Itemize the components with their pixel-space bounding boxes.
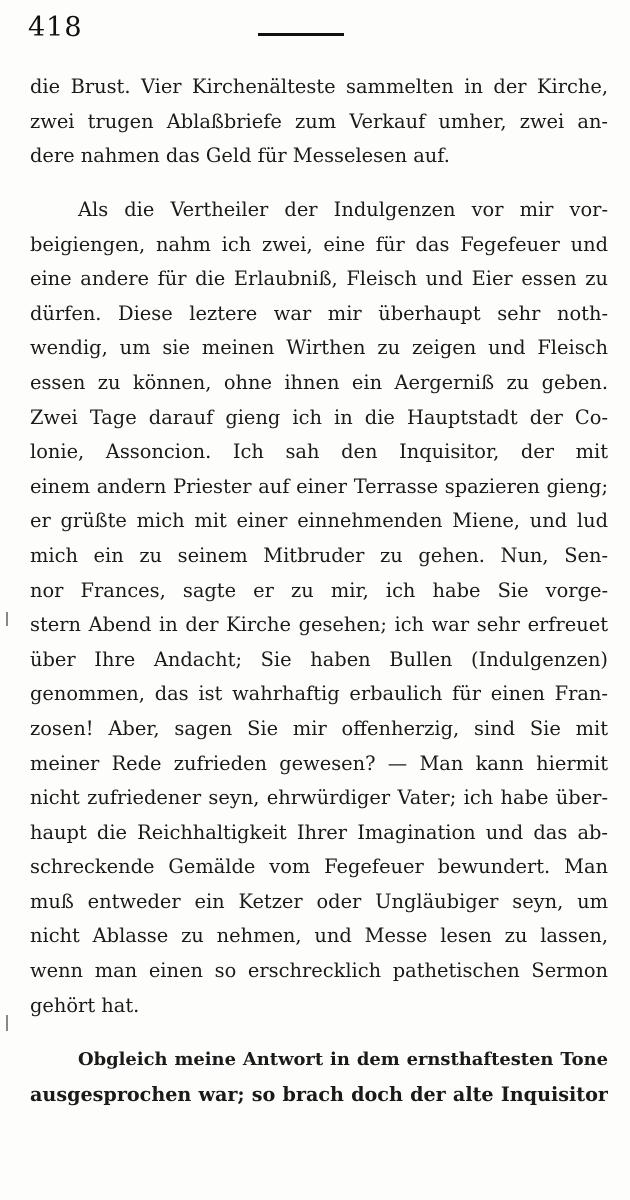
text-line: mich ein zu seinem Mitbruder zu gehen. Nun, Sen-	[30, 543, 608, 567]
text-line: dürfen. Diese leztere war mir überhaupt sehr noth-	[30, 301, 608, 325]
text-line: nor Frances, sagte er zu mir, ich habe Sie vorge-	[30, 578, 608, 602]
text-line: meiner Rede zufrieden gewesen? — Man kann hiermit	[30, 751, 608, 775]
header-rule	[258, 33, 344, 36]
text-line: nicht zufriedener seyn, ehrwürdiger Vater; ich habe über-	[30, 786, 608, 810]
text-line: über Ihre Andacht; Sie haben Bullen (Indulgenzen)	[30, 647, 608, 671]
text-line: die Brust. Vier Kirchenälteste sammelten in der Kirche,	[30, 75, 608, 98]
page-number: 418	[28, 12, 83, 43]
text-line: Als die Vertheiler der Indulgenzen vor mir vor-	[78, 198, 608, 221]
text-line: ausgesprochen war; so brach doch der alte Inquisitor	[30, 1082, 608, 1106]
paragraph-3	[30, 1043, 608, 1112]
text-line: haupt die Reichhaltigkeit Ihrer Imagination und das ab-	[30, 820, 608, 844]
text-line: wendig, um sie meinen Wirthen zu zeigen und Fleisch	[30, 336, 608, 360]
text-line: zwei trugen Ablaßbriefe zum Verkauf umher, zwei an-	[30, 109, 608, 133]
text-line: wenn man einen so erschrecklich pathetischen Sermon	[30, 959, 608, 983]
text-line: zosen! Aber, sagen Sie mir offenherzig, sind Sie mit	[30, 716, 608, 740]
text-line: stern Abend in der Kirche gesehen; ich war sehr erfreuet	[30, 613, 608, 637]
text-line: gehört hat.	[30, 993, 140, 1017]
scan-edge-mark	[6, 612, 8, 626]
text-line: lonie, Assoncion. Ich sah den Inquisitor, der mit	[30, 440, 608, 464]
text-line: Obgleich meine Antwort in dem ernsthaftesten Tone	[78, 1049, 608, 1070]
text-line: Zwei Tage darauf gieng ich in die Hauptstadt der Co-	[30, 405, 608, 429]
text-line: schreckende Gemälde vom Fegefeuer bewundert. Man	[30, 855, 608, 879]
text-line: eine andere für die Erlaubniß, Fleisch und Eier essen zu	[30, 267, 608, 291]
paragraph-1	[30, 70, 608, 174]
text-line: genommen, das ist wahrhaftig erbaulich für einen Fran-	[30, 682, 608, 706]
text-line: essen zu können, ohne ihnen ein Aergerniß zu geben.	[30, 370, 608, 394]
text-line: einem andern Priester auf einer Terrasse spazieren gieng;	[30, 474, 608, 498]
text-line: beigiengen, nahm ich zwei, eine für das Fegefeuer und	[30, 232, 608, 256]
text-line: muß entweder ein Ketzer oder Ungläubiger seyn, um	[30, 889, 608, 913]
text-line: er grüßte mich mit einer einnehmenden Miene, und lud	[30, 509, 608, 533]
paragraph-2	[30, 193, 608, 1023]
text-line: nicht Ablasse zu nehmen, und Messe lesen zu lassen,	[30, 924, 608, 948]
scan-edge-mark	[6, 1015, 8, 1031]
text-line: dere nahmen das Geld für Messelesen auf.	[30, 144, 450, 168]
